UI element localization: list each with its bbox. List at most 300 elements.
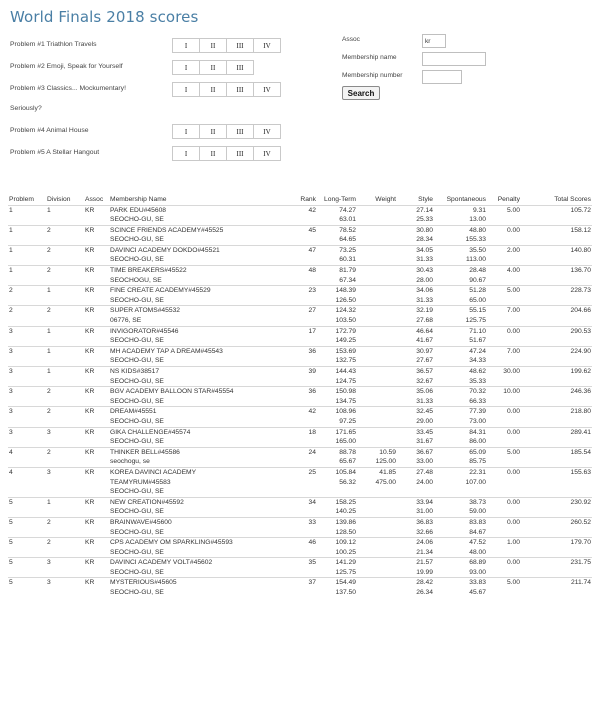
cell-penalty <box>487 437 521 447</box>
cell-rank <box>295 457 317 467</box>
cell-assoc <box>84 397 109 407</box>
page-title: World Finals 2018 scores <box>10 8 199 26</box>
cell-total-score: 179.70 <box>521 538 592 548</box>
cell-assoc: KR <box>84 578 109 588</box>
cell-division <box>46 487 84 497</box>
cell-rank <box>295 296 317 306</box>
cell-rank: 37 <box>295 578 317 588</box>
table-row <box>8 336 592 346</box>
cell-division <box>46 507 84 517</box>
cell-spontaneous: 71.10 <box>434 326 487 336</box>
division-button-3[interactable]: III <box>226 38 254 53</box>
cell-assoc <box>84 417 109 427</box>
cell-style: 33.00 <box>416 458 433 466</box>
cell-penalty: 10.00 <box>487 387 521 397</box>
cell-spontaneous: 47.24 <box>434 346 487 356</box>
cell-style: 32.19 <box>397 306 434 316</box>
cell-problem <box>8 528 46 538</box>
cell-long-term: 60.31 <box>339 256 356 264</box>
cell-spontaneous: 84.31 <box>434 427 487 437</box>
cell-penalty <box>487 336 521 346</box>
cell-spontaneous: 51.28 <box>434 286 487 296</box>
cell-rank <box>295 356 317 366</box>
cell-membership-name: SEOCHO-GU, SE <box>110 357 164 365</box>
cell-penalty <box>487 487 521 497</box>
cell-long-term: 63.01 <box>339 216 356 224</box>
cell-membership-name: NEW CREATION#45592 <box>109 497 295 507</box>
table-row <box>8 568 592 578</box>
cell-spontaneous: 113.00 <box>466 256 486 264</box>
cell-spontaneous: 90.67 <box>469 276 486 284</box>
table-row <box>8 205 592 215</box>
cell-assoc <box>84 235 109 245</box>
cell-division: 2 <box>46 225 84 235</box>
cell-rank: 23 <box>295 286 317 296</box>
cell-rank <box>295 255 317 265</box>
table-row <box>8 558 592 568</box>
table-row <box>8 407 592 417</box>
division-button-4[interactable]: IV <box>253 124 281 139</box>
cell-membership-name: DREAM#45551 <box>109 407 295 417</box>
cell-total-score: 185.54 <box>521 447 592 457</box>
cell-division: 1 <box>46 497 84 507</box>
division-button-2[interactable]: II <box>199 124 227 139</box>
cell-division: 3 <box>46 558 84 568</box>
table-row <box>8 306 592 316</box>
header-weight: Weight <box>375 196 396 204</box>
cell-penalty <box>487 457 521 467</box>
table-row <box>8 387 592 397</box>
cell-style: 27.14 <box>397 205 434 215</box>
cell-style: 34.06 <box>397 286 434 296</box>
cell-style: 46.64 <box>397 326 434 336</box>
cell-division <box>46 356 84 366</box>
cell-problem: 3 <box>8 387 46 397</box>
header-long-term: Long-Term <box>324 196 356 204</box>
cell-long-term: 153.69 <box>317 346 357 356</box>
table-row <box>8 356 592 366</box>
table-row <box>8 245 592 255</box>
cell-spontaneous: 68.89 <box>434 558 487 568</box>
cell-rank: 36 <box>295 346 317 356</box>
table-row <box>8 276 592 286</box>
cell-membership-name: TIME BREAKERS#45522 <box>109 266 295 276</box>
membership-number-input[interactable] <box>422 70 462 84</box>
table-row <box>8 296 592 306</box>
cell-total-score: 260.52 <box>521 517 592 527</box>
table-row <box>8 286 592 296</box>
cell-division <box>46 316 84 326</box>
cell-spontaneous: 86.00 <box>469 438 486 446</box>
cell-style: 36.57 <box>397 367 434 377</box>
cell-spontaneous: 38.73 <box>434 497 487 507</box>
table-row <box>8 507 592 517</box>
division-button-3[interactable]: III <box>226 124 254 139</box>
cell-division <box>46 215 84 225</box>
cell-weight: 41.85 <box>357 467 397 477</box>
division-button-4[interactable]: IV <box>253 146 281 161</box>
cell-long-term: 132.75 <box>335 357 356 365</box>
cell-total-score <box>521 356 592 366</box>
cell-membership-name: SEOCHOGU, SE <box>110 276 162 284</box>
division-button-1[interactable]: I <box>172 124 200 139</box>
cell-membership-name: THINKER BELL#45586 <box>109 447 295 457</box>
cell-total-score <box>521 255 592 265</box>
cell-membership-name: SUPER ATOMS#45532 <box>109 306 295 316</box>
cell-total-score <box>521 437 592 447</box>
cell-division: 2 <box>46 306 84 316</box>
cell-penalty <box>487 215 521 225</box>
cell-membership-name: BGV ACADEMY BALLOON STAR#45554 <box>109 387 295 397</box>
cell-long-term: 126.50 <box>335 296 356 304</box>
cell-division <box>46 296 84 306</box>
cell-division: 2 <box>46 517 84 527</box>
cell-problem <box>8 235 46 245</box>
cell-long-term: 137.50 <box>335 589 356 597</box>
cell-rank <box>295 377 317 387</box>
table-header-row <box>8 195 592 205</box>
cell-division <box>46 437 84 447</box>
division-button-group <box>172 60 254 75</box>
cell-long-term: 64.65 <box>339 236 356 244</box>
cell-weight <box>357 326 397 336</box>
cell-problem: 2 <box>8 306 46 316</box>
cell-rank: 34 <box>295 497 317 507</box>
cell-style <box>397 487 434 497</box>
cell-style: 36.67 <box>397 447 434 457</box>
cell-weight <box>357 507 397 517</box>
cell-penalty <box>487 548 521 558</box>
cell-long-term: 125.75 <box>335 568 356 576</box>
cell-style: 30.43 <box>397 266 434 276</box>
cell-assoc: KR <box>84 225 109 235</box>
cell-division: 2 <box>46 266 84 276</box>
cell-weight <box>357 296 397 306</box>
cell-total-score <box>521 548 592 558</box>
cell-weight <box>357 245 397 255</box>
cell-style: 27.68 <box>416 317 433 325</box>
cell-spontaneous: 65.09 <box>434 447 487 457</box>
cell-problem <box>8 487 46 497</box>
cell-penalty: 7.00 <box>487 346 521 356</box>
cell-division: 2 <box>46 387 84 397</box>
cell-style: 21.34 <box>416 548 433 556</box>
cell-weight <box>357 235 397 245</box>
cell-weight <box>357 286 397 296</box>
cell-rank: 48 <box>295 266 317 276</box>
cell-problem: 1 <box>8 245 46 255</box>
cell-weight <box>357 336 397 346</box>
cell-problem <box>8 588 46 598</box>
cell-assoc <box>84 215 109 225</box>
cell-long-term: 124.75 <box>335 377 356 385</box>
cell-long-term: 141.29 <box>317 558 357 568</box>
cell-weight <box>357 215 397 225</box>
cell-problem <box>8 276 46 286</box>
problem-row-3 <box>10 82 300 104</box>
cell-penalty <box>487 356 521 366</box>
cell-penalty: 5.00 <box>487 447 521 457</box>
cell-style: 28.34 <box>416 236 433 244</box>
cell-style: 26.34 <box>416 589 433 597</box>
cell-style: 33.45 <box>397 427 434 437</box>
cell-penalty: 5.00 <box>487 578 521 588</box>
table-row <box>8 578 592 588</box>
assoc-input[interactable] <box>422 34 446 48</box>
cell-membership-name: TEAMYRUM#45583 <box>110 478 171 486</box>
cell-weight <box>357 437 397 447</box>
cell-membership-name: NS KIDS#38517 <box>109 367 295 377</box>
cell-long-term: 124.32 <box>317 306 357 316</box>
cell-spontaneous: 77.39 <box>434 407 487 417</box>
table-row <box>8 538 592 548</box>
cell-penalty: 4.00 <box>487 266 521 276</box>
cell-rank: 39 <box>295 367 317 377</box>
problem-row-2 <box>10 60 300 82</box>
division-button-3[interactable]: III <box>226 60 254 75</box>
problem-filter-panel <box>10 38 300 168</box>
cell-style: 33.94 <box>397 497 434 507</box>
cell-rank: 25 <box>295 467 317 477</box>
table-row <box>8 316 592 326</box>
cell-assoc <box>84 377 109 387</box>
cell-total-score <box>521 336 592 346</box>
cell-spontaneous: 93.00 <box>469 568 486 576</box>
cell-rank <box>295 397 317 407</box>
cell-assoc <box>84 487 109 497</box>
division-button-2[interactable]: II <box>199 82 227 97</box>
cell-membership-name: DAVINCI ACADEMY VOLT#45602 <box>109 558 295 568</box>
cell-division <box>46 417 84 427</box>
cell-rank <box>295 336 317 346</box>
cell-penalty <box>487 316 521 326</box>
cell-problem <box>8 507 46 517</box>
table-row <box>8 427 592 437</box>
cell-assoc <box>84 356 109 366</box>
cell-weight <box>357 517 397 527</box>
division-button-2[interactable]: II <box>199 60 227 75</box>
cell-rank <box>295 417 317 427</box>
cell-membership-name: PARK EDU#45608 <box>109 205 295 215</box>
cell-style: 35.06 <box>397 387 434 397</box>
cell-problem <box>8 397 46 407</box>
cell-total-score: 199.62 <box>521 367 592 377</box>
cell-penalty: 0.00 <box>487 407 521 417</box>
cell-division <box>46 588 84 598</box>
cell-membership-name: seochogu, se <box>110 458 150 466</box>
cell-style: 31.33 <box>416 256 433 264</box>
search-button[interactable]: Search <box>342 86 380 100</box>
cell-penalty <box>487 568 521 578</box>
cell-membership-name: SEOCHO-GU, SE <box>110 296 164 304</box>
cell-total-score: 140.80 <box>521 245 592 255</box>
cell-membership-name: SEOCHO-GU, SE <box>110 568 164 576</box>
cell-rank <box>295 215 317 225</box>
cell-weight <box>357 255 397 265</box>
cell-spontaneous: 65.00 <box>469 296 486 304</box>
cell-assoc <box>84 548 109 558</box>
cell-problem: 3 <box>8 346 46 356</box>
cell-assoc <box>84 276 109 286</box>
cell-style: 31.67 <box>416 438 433 446</box>
cell-long-term: 149.25 <box>335 337 356 345</box>
cell-division: 2 <box>46 447 84 457</box>
division-button-3[interactable]: III <box>226 82 254 97</box>
cell-spontaneous: 66.33 <box>469 397 486 405</box>
division-button-3[interactable]: III <box>226 146 254 161</box>
division-button-group <box>172 146 281 161</box>
cell-spontaneous: 22.31 <box>434 467 487 477</box>
division-button-group <box>172 124 281 139</box>
table-row <box>8 528 592 538</box>
cell-membership-name: KOREA DAVINCI ACADEMY <box>109 467 295 477</box>
cell-penalty <box>487 377 521 387</box>
cell-assoc: KR <box>84 558 109 568</box>
cell-problem: 1 <box>8 205 46 215</box>
division-button-1[interactable]: I <box>172 82 200 97</box>
cell-rank <box>295 507 317 517</box>
cell-style: 24.00 <box>416 478 433 486</box>
division-button-1[interactable]: I <box>172 146 200 161</box>
cell-long-term: 97.25 <box>339 417 356 425</box>
cell-rank <box>295 568 317 578</box>
cell-penalty <box>487 507 521 517</box>
table-row <box>8 235 592 245</box>
cell-problem: 2 <box>8 286 46 296</box>
cell-weight <box>357 487 397 497</box>
cell-problem: 1 <box>8 225 46 235</box>
cell-style: 32.67 <box>416 377 433 385</box>
cell-long-term: 88.78 <box>317 447 357 457</box>
cell-problem <box>8 437 46 447</box>
cell-penalty <box>487 255 521 265</box>
cell-problem: 5 <box>8 538 46 548</box>
cell-weight <box>357 356 397 366</box>
cell-style: 30.97 <box>397 346 434 356</box>
cell-style: 32.45 <box>397 407 434 417</box>
cell-weight <box>357 397 397 407</box>
cell-penalty: 2.00 <box>487 245 521 255</box>
cell-weight <box>357 558 397 568</box>
scores-table <box>8 195 592 598</box>
cell-style: 31.33 <box>416 397 433 405</box>
cell-division <box>46 397 84 407</box>
cell-long-term: 134.75 <box>335 397 356 405</box>
header-total-scores: Total Scores <box>554 196 591 204</box>
cell-assoc: KR <box>84 538 109 548</box>
cell-membership-name: SEOCHO-GU, SE <box>110 216 164 224</box>
header-style: Style <box>418 196 433 204</box>
cell-long-term: 148.39 <box>317 286 357 296</box>
header-division: Division <box>47 196 71 204</box>
cell-long-term: 78.52 <box>317 225 357 235</box>
cell-membership-name: CPS ACADEMY OM SPARKLING#45593 <box>109 538 295 548</box>
cell-rank <box>295 487 317 497</box>
division-button-2[interactable]: II <box>199 146 227 161</box>
cell-long-term: 74.27 <box>317 205 357 215</box>
cell-rank: 17 <box>295 326 317 336</box>
division-button-1[interactable]: I <box>172 38 200 53</box>
cell-division <box>46 528 84 538</box>
cell-membership-name: SEOCHO-GU, SE <box>110 589 164 597</box>
division-button-4[interactable]: IV <box>253 38 281 53</box>
division-button-4[interactable]: IV <box>253 82 281 97</box>
cell-problem <box>8 215 46 225</box>
cell-rank: 18 <box>295 427 317 437</box>
cell-membership-name: GIKA CHALLENGE#45574 <box>109 427 295 437</box>
cell-long-term: 165.00 <box>335 438 356 446</box>
cell-weight <box>357 588 397 598</box>
cell-assoc <box>84 336 109 346</box>
cell-spontaneous: 48.00 <box>469 548 486 556</box>
header-membership-name: Membership Name <box>110 196 167 204</box>
cell-membership-name: SCINCE FRIENDS ACADEMY#45525 <box>109 225 295 235</box>
table-row <box>8 548 592 558</box>
cell-spontaneous: 47.52 <box>434 538 487 548</box>
assoc-label: Assoc <box>342 36 360 43</box>
division-button-1[interactable]: I <box>172 60 200 75</box>
table-row <box>8 487 592 497</box>
cell-penalty <box>487 296 521 306</box>
cell-style: 30.80 <box>397 225 434 235</box>
cell-assoc <box>84 528 109 538</box>
cell-rank: 35 <box>295 558 317 568</box>
cell-membership-name: SEOCHO-GU, SE <box>110 236 164 244</box>
cell-long-term: 56.32 <box>339 478 356 486</box>
cell-total-score: 290.53 <box>521 326 592 336</box>
cell-penalty: 0.00 <box>487 467 521 477</box>
cell-penalty: 0.00 <box>487 497 521 507</box>
cell-problem <box>8 255 46 265</box>
division-button-2[interactable]: II <box>199 38 227 53</box>
cell-long-term: 172.79 <box>317 326 357 336</box>
cell-weight <box>357 306 397 316</box>
membership-name-input[interactable] <box>422 52 486 66</box>
cell-weight: 125.00 <box>375 458 396 466</box>
cell-weight <box>357 377 397 387</box>
cell-total-score: 105.72 <box>521 205 592 215</box>
cell-spontaneous: 48.80 <box>434 225 487 235</box>
cell-rank <box>295 276 317 286</box>
cell-long-term: 144.43 <box>317 367 357 377</box>
cell-total-score <box>521 417 592 427</box>
table-row <box>8 467 592 477</box>
cell-rank: 36 <box>295 387 317 397</box>
cell-total-score: 158.12 <box>521 225 592 235</box>
cell-spontaneous: 85.75 <box>469 458 486 466</box>
cell-assoc: KR <box>84 346 109 356</box>
problem-note <box>10 104 300 124</box>
cell-total-score <box>521 528 592 538</box>
cell-total-score: 155.63 <box>521 467 592 477</box>
cell-division: 3 <box>46 427 84 437</box>
cell-penalty: 7.00 <box>487 306 521 316</box>
cell-spontaneous: 35.50 <box>434 245 487 255</box>
cell-membership-name: SEOCHO-GU, SE <box>110 438 164 446</box>
table-row <box>8 266 592 276</box>
cell-spontaneous <box>434 487 487 497</box>
cell-weight <box>357 528 397 538</box>
cell-penalty <box>487 528 521 538</box>
table-row <box>8 346 592 356</box>
cell-weight <box>357 578 397 588</box>
cell-total-score <box>521 507 592 517</box>
cell-problem: 1 <box>8 266 46 276</box>
cell-penalty <box>487 235 521 245</box>
cell-spontaneous: 155.33 <box>465 236 486 244</box>
problem-label: Problem #2 Emoji, Speak for Yourself <box>10 63 123 70</box>
cell-problem: 4 <box>8 467 46 477</box>
